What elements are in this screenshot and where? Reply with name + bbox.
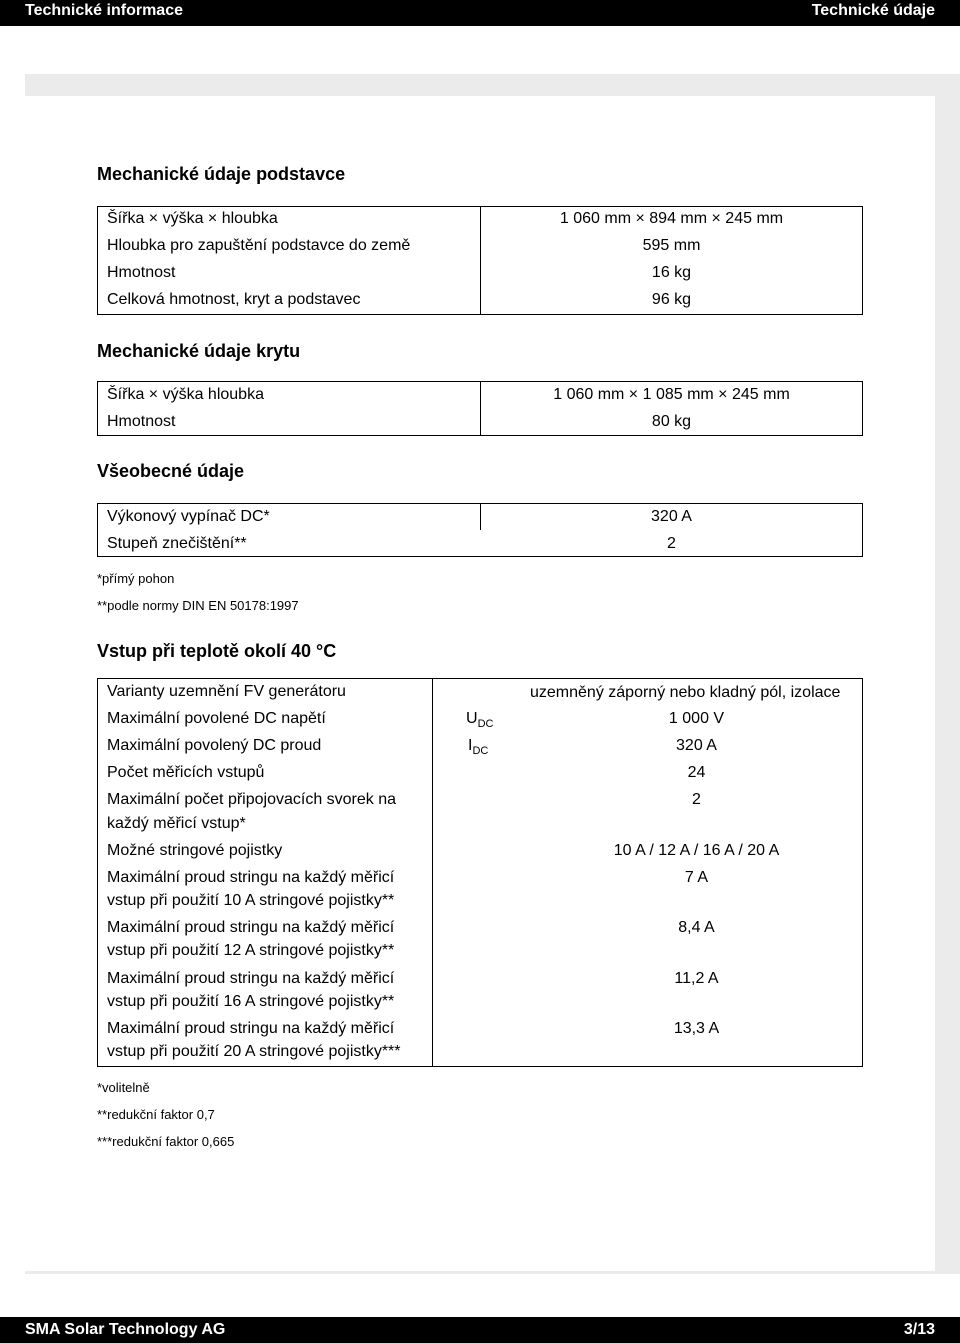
row-value: 1 060 mm × 894 mm × 245 mm bbox=[559, 210, 784, 227]
row-label-line2: vstup při použití 16 A stringové pojistky** bbox=[107, 993, 395, 1010]
row-value: 1 060 mm × 1 085 mm × 245 mm bbox=[553, 386, 790, 403]
header-bar bbox=[0, 0, 960, 26]
row-value: 13,3 A bbox=[673, 1020, 720, 1037]
footer-bar bbox=[0, 1317, 960, 1343]
row-value: 595 mm bbox=[642, 237, 701, 254]
row-value: 320 A bbox=[651, 508, 692, 525]
row-value: 10 A / 12 A / 16 A / 20 A bbox=[613, 842, 780, 859]
section-title-vstup: Vstup při teplotě okolí 40 °C bbox=[97, 641, 337, 661]
row-value: 320 A bbox=[676, 737, 717, 754]
row-value: 16 kg bbox=[651, 264, 692, 281]
row-label: Hloubka pro zapuštění podstavce do země bbox=[107, 237, 411, 254]
row-label: Maximální povolený DC proud bbox=[107, 737, 322, 754]
section-title-kryt: Mechanické údaje krytu bbox=[97, 341, 301, 361]
row-label: Maximální proud stringu na každý měřicí bbox=[107, 1020, 395, 1037]
header-right-title: Technické údaje bbox=[811, 2, 935, 19]
row-value: 2 bbox=[667, 535, 676, 552]
row-label: Maximální počet připojovacích svorek na bbox=[107, 791, 397, 808]
row-label-line2: každý měřicí vstup* bbox=[107, 815, 246, 832]
row-value: 7 A bbox=[684, 869, 709, 886]
row-value: 8,4 A bbox=[678, 919, 715, 936]
row-label: Šířka × výška hloubka bbox=[107, 386, 264, 403]
footer-company: SMA Solar Technology AG bbox=[25, 1321, 226, 1338]
footnote: *přímý pohon bbox=[97, 571, 175, 586]
symbol-main: U bbox=[466, 710, 478, 727]
row-label: Maximální proud stringu na každý měřicí bbox=[107, 869, 395, 886]
footnote: **redukční faktor 0,7 bbox=[97, 1107, 215, 1122]
row-label: Varianty uzemnění FV generátoru bbox=[107, 683, 346, 700]
row-label: Hmotnost bbox=[107, 413, 176, 430]
row-label: Maximální povolené DC napětí bbox=[107, 710, 326, 727]
footnote: ***redukční faktor 0,665 bbox=[97, 1134, 235, 1149]
row-value: 24 bbox=[687, 764, 706, 781]
section-title-vseobecne: Všeobecné údaje bbox=[97, 461, 245, 481]
symbol-subscript: DC bbox=[477, 718, 494, 730]
row-value: 1 000 V bbox=[668, 710, 725, 727]
row-value: 80 kg bbox=[651, 413, 692, 430]
row-label: Šířka × výška × hloubka bbox=[107, 210, 278, 227]
footnote: **podle normy DIN EN 50178:1997 bbox=[97, 598, 299, 613]
row-value: 11,2 A bbox=[674, 970, 719, 987]
symbol-main: I bbox=[468, 737, 473, 754]
row-symbol bbox=[468, 737, 488, 757]
row-value: 96 kg bbox=[651, 291, 692, 308]
row-label: Počet měřicích vstupů bbox=[107, 764, 265, 781]
row-label: Stupeň znečištění** bbox=[107, 535, 247, 552]
row-label-line2: vstup při použití 20 A stringové pojistky*** bbox=[107, 1043, 401, 1060]
row-label: Výkonový vypínač DC* bbox=[107, 508, 270, 525]
row-label-line2: vstup při použití 10 A stringové pojistky** bbox=[107, 892, 395, 909]
row-label: Maximální proud stringu na každý měřicí bbox=[107, 970, 395, 987]
section-title-podstavec: Mechanické údaje podstavce bbox=[97, 164, 346, 184]
row-label-line2: vstup při použití 12 A stringové pojistky** bbox=[107, 942, 395, 959]
table-divider bbox=[432, 678, 433, 1067]
row-symbol bbox=[466, 710, 493, 730]
symbol-subscript: DC bbox=[472, 745, 489, 757]
header-left-title: Technické informace bbox=[25, 2, 183, 19]
row-value: uzemněný záporný nebo kladný pól, izolace bbox=[530, 684, 841, 701]
row-label: Celková hmotnost, kryt a podstavec bbox=[107, 291, 361, 308]
footnote: *volitelně bbox=[97, 1080, 150, 1095]
page-number: 3/13 bbox=[903, 1321, 935, 1338]
row-label: Možné stringové pojistky bbox=[107, 842, 283, 859]
row-label: Maximální proud stringu na každý měřicí bbox=[107, 919, 395, 936]
row-label: Hmotnost bbox=[107, 264, 176, 281]
row-value: 2 bbox=[692, 791, 701, 808]
